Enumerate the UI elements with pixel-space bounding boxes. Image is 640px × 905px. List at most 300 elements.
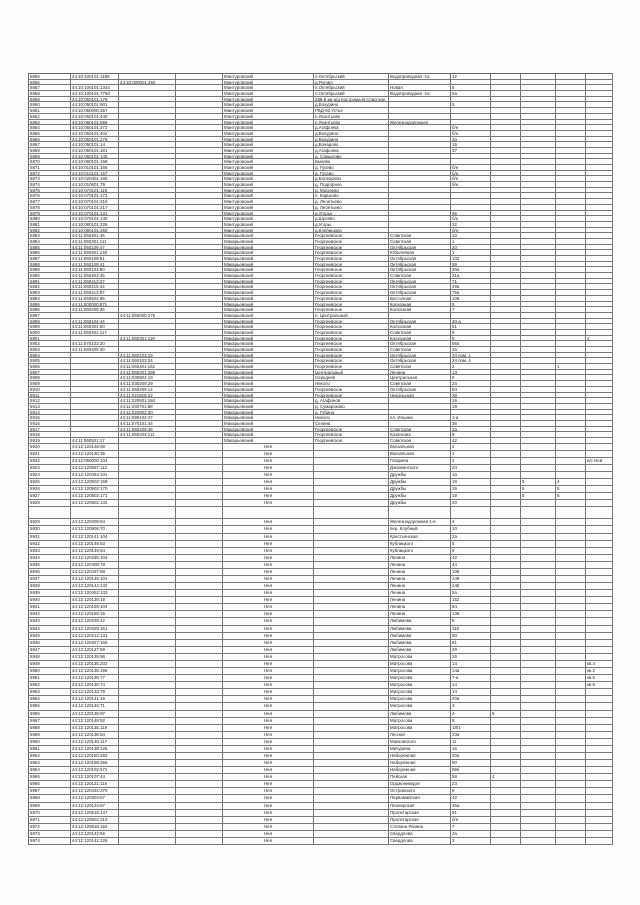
cell-cadastral-number-2 bbox=[119, 647, 176, 654]
cell-cadastral-number: 44:12:050000:104 bbox=[71, 458, 119, 465]
cell-row-number: 5863 bbox=[29, 120, 71, 125]
cell-house: 75а bbox=[451, 290, 491, 295]
cell-district: Нея bbox=[223, 640, 314, 647]
cell-street bbox=[389, 211, 451, 216]
cell-empty bbox=[176, 696, 223, 703]
cell-extra-3 bbox=[556, 108, 586, 113]
cell-extra-3 bbox=[556, 284, 586, 289]
cell-empty bbox=[176, 267, 223, 272]
table-row bbox=[29, 682, 613, 689]
cell-cadastral-number: 44:12:120557:112 bbox=[71, 465, 119, 472]
cell-extra-3 bbox=[556, 211, 586, 216]
table-row bbox=[29, 590, 613, 597]
cell-note bbox=[586, 398, 613, 403]
cell-locality: д.Рогово bbox=[314, 80, 389, 85]
cell-cadastral-number-2 bbox=[119, 262, 176, 267]
cell-row-number: 5933 bbox=[29, 548, 71, 555]
cell-extra-2 bbox=[521, 689, 556, 696]
cell-extra-1 bbox=[491, 91, 521, 96]
cell-street bbox=[389, 222, 451, 227]
cell-extra-2 bbox=[521, 824, 556, 831]
cell-extra-1 bbox=[491, 347, 521, 352]
cell-cadastral-number: 44:12:120136:97 bbox=[71, 711, 119, 718]
cell-street bbox=[389, 176, 451, 181]
cell-district: Нея bbox=[223, 788, 314, 795]
cell-extra-3 bbox=[556, 267, 586, 272]
cell-row-number: 5880 bbox=[29, 216, 71, 221]
cell-district: Макарьевский bbox=[223, 375, 314, 380]
cell-locality: Георгиевское bbox=[314, 279, 389, 284]
cell-extra-3 bbox=[556, 576, 586, 583]
cell-house: 58 bbox=[451, 774, 491, 781]
cell-row-number: 5970 bbox=[29, 810, 71, 817]
cell-locality: Георгиевское bbox=[314, 358, 389, 363]
cell-district: Макарьевский bbox=[223, 341, 314, 346]
cell-house: 19 bbox=[451, 479, 491, 486]
cell-cadastral-number: 44:12:120464:131 bbox=[71, 472, 119, 479]
cell-house: 34 пом. 4 bbox=[451, 358, 491, 363]
cell-district: Нея bbox=[223, 781, 314, 788]
cell-row-number: 5879 bbox=[29, 211, 71, 216]
cell-locality bbox=[314, 534, 389, 541]
cell-extra-2 bbox=[521, 654, 556, 661]
cell-note bbox=[586, 80, 613, 85]
cell-cadastral-number: 44:12:120146:101 bbox=[71, 576, 119, 583]
cell-note bbox=[586, 131, 613, 136]
cell-extra-2 bbox=[521, 330, 556, 335]
cell-extra-1 bbox=[491, 205, 521, 210]
cell-note bbox=[586, 262, 613, 267]
table-row bbox=[29, 604, 613, 611]
cell-house bbox=[451, 205, 491, 210]
cell-cadastral-number-2 bbox=[119, 245, 176, 250]
cell-row-number: 5927 bbox=[29, 493, 71, 500]
cell-locality bbox=[314, 576, 389, 583]
cell-extra-2 bbox=[521, 817, 556, 824]
cell-cadastral-number-2: 44:10:000001:250 bbox=[119, 80, 176, 85]
cell-street: Матросова bbox=[389, 696, 451, 703]
cell-empty bbox=[176, 222, 223, 227]
cell-district: Нея bbox=[223, 576, 314, 583]
cell-extra-1 bbox=[491, 120, 521, 125]
cell-note bbox=[586, 611, 613, 618]
cell-extra-2 bbox=[521, 358, 556, 363]
cell-empty bbox=[176, 262, 223, 267]
cell-empty bbox=[176, 597, 223, 604]
cell-empty bbox=[176, 228, 223, 233]
table-row bbox=[29, 541, 613, 548]
cell-locality bbox=[314, 493, 389, 500]
cell-cadastral-number: 44:12:120502:132 bbox=[71, 500, 119, 507]
cell-locality: д. Сумароково bbox=[314, 404, 389, 409]
cell-extra-3 bbox=[556, 125, 586, 130]
cell-street: Советская bbox=[389, 330, 451, 335]
cell-locality: Георгиевское bbox=[314, 341, 389, 346]
cell-house: 1 bbox=[451, 239, 491, 244]
cell-extra-2: 5 bbox=[521, 479, 556, 486]
cell-extra-3 bbox=[556, 753, 586, 760]
cell-cadastral-number-2 bbox=[119, 176, 176, 181]
cell-district: Нея bbox=[223, 583, 314, 590]
cell-row-number: 5940 bbox=[29, 597, 71, 604]
cell-district: Нея bbox=[223, 526, 314, 533]
cell-locality: д. Агафонов bbox=[314, 398, 389, 403]
cell-street bbox=[389, 199, 451, 204]
cell-note: кв.4 bbox=[586, 661, 613, 668]
cell-district: Нея bbox=[223, 654, 314, 661]
cell-note bbox=[586, 85, 613, 90]
cell-note bbox=[586, 507, 613, 518]
cell-extra-1 bbox=[491, 696, 521, 703]
cell-empty bbox=[176, 290, 223, 295]
cell-row-number: 5875 bbox=[29, 188, 71, 193]
cell-extra-3 bbox=[556, 803, 586, 810]
cell-street bbox=[389, 165, 451, 170]
cell-note: 4 bbox=[586, 336, 613, 341]
cell-street: Набережная bbox=[389, 753, 451, 760]
cell-cadastral-number: 44:11:060401:140 bbox=[71, 250, 119, 255]
cell-note bbox=[586, 120, 613, 125]
cell-extra-2 bbox=[521, 438, 556, 443]
cell-extra-1 bbox=[491, 410, 521, 415]
cell-street bbox=[389, 188, 451, 193]
cell-extra-1 bbox=[491, 387, 521, 392]
cell-street: Кублицкого bbox=[389, 548, 451, 555]
cell-extra-3 bbox=[556, 760, 586, 767]
cell-house: 20 bbox=[451, 245, 491, 250]
cell-empty bbox=[176, 256, 223, 261]
cell-empty bbox=[176, 711, 223, 718]
cell-extra-2 bbox=[521, 387, 556, 392]
cell-cadastral-number: 44:10:070101:216 bbox=[71, 199, 119, 204]
cell-extra-3 bbox=[556, 774, 586, 781]
cell-note bbox=[586, 273, 613, 278]
cell-row-number: 5920 bbox=[29, 444, 71, 451]
cell-cadastral-number: 44:12:120142:126 bbox=[71, 838, 119, 845]
cell-extra-3 bbox=[556, 618, 586, 625]
cell-house: 46а bbox=[451, 803, 491, 810]
cell-extra-1 bbox=[491, 370, 521, 375]
cell-locality: д.Болеарово bbox=[314, 176, 389, 181]
cell-extra-1 bbox=[491, 188, 521, 193]
cell-cadastral-number bbox=[71, 336, 119, 341]
cell-empty bbox=[176, 618, 223, 625]
cell-street: Октябрьская bbox=[389, 341, 451, 346]
cell-district: Нея bbox=[223, 555, 314, 562]
cell-cadastral-number-2 bbox=[119, 205, 176, 210]
cell-cadastral-number: 44:10:100101:1344 bbox=[71, 85, 119, 90]
cell-cadastral-number-2 bbox=[119, 703, 176, 710]
cell-cadastral-number-2 bbox=[119, 590, 176, 597]
cell-house bbox=[451, 193, 491, 198]
cell-cadastral-number-2 bbox=[119, 682, 176, 689]
cell-note bbox=[586, 125, 613, 130]
cell-locality: Георгиевское bbox=[314, 290, 389, 295]
cell-house: 61 bbox=[451, 640, 491, 647]
cell-note bbox=[586, 256, 613, 261]
cell-district: Макарьевский bbox=[223, 370, 314, 375]
cell-empty bbox=[176, 131, 223, 136]
cell-house: б/н bbox=[451, 182, 491, 187]
cell-extra-3 bbox=[556, 711, 586, 718]
cell-empty bbox=[176, 739, 223, 746]
cell-extra-2 bbox=[521, 795, 556, 802]
cell-row-number: 5963 bbox=[29, 760, 71, 767]
cell-district: Макарьевский bbox=[223, 324, 314, 329]
cell-note bbox=[586, 718, 613, 725]
cell-cadastral-number-2 bbox=[119, 604, 176, 611]
cell-locality bbox=[314, 739, 389, 746]
table-row bbox=[29, 534, 613, 541]
cell-street: Железнодорожная 1-я bbox=[389, 519, 451, 526]
cell-extra-3 bbox=[556, 330, 586, 335]
cell-house: б/н bbox=[451, 125, 491, 130]
cell-extra-2 bbox=[521, 421, 556, 426]
cell-extra-3 bbox=[556, 451, 586, 458]
cell-cadastral-number bbox=[71, 387, 119, 392]
cell-extra-2 bbox=[521, 555, 556, 562]
cell-extra-1 bbox=[491, 279, 521, 284]
cell-extra-3 bbox=[556, 404, 586, 409]
cell-cadastral-number-2 bbox=[119, 640, 176, 647]
cell-note bbox=[586, 159, 613, 164]
cell-empty bbox=[176, 421, 223, 426]
cell-locality: 288-й км а/д Кострома-В.Спасское bbox=[314, 97, 389, 102]
cell-empty bbox=[176, 555, 223, 562]
cell-note bbox=[586, 590, 613, 597]
cell-district: Мантуровский bbox=[223, 165, 314, 170]
cell-street: Ленина bbox=[389, 576, 451, 583]
cell-extra-1 bbox=[491, 74, 521, 79]
cell-house: 140 bbox=[451, 583, 491, 590]
cell-empty bbox=[176, 80, 223, 85]
cell-extra-3 bbox=[556, 810, 586, 817]
cell-row-number: 5862 bbox=[29, 114, 71, 119]
cell-extra-2 bbox=[521, 788, 556, 795]
cell-cadastral-number-2: 44:11:060209:14 bbox=[119, 387, 176, 392]
cell-cadastral-number: 44:12:120149:54 bbox=[71, 548, 119, 555]
cell-extra-1 bbox=[491, 330, 521, 335]
cell-note bbox=[586, 427, 613, 432]
cell-district: Макарьевский bbox=[223, 432, 314, 437]
cell-note: а/с Ней bbox=[586, 458, 613, 465]
cell-cadastral-number-2 bbox=[119, 188, 176, 193]
cell-row-number: 5929 bbox=[29, 519, 71, 526]
cell-house: 42 bbox=[451, 555, 491, 562]
table-row bbox=[29, 583, 613, 590]
cell-extra-1 bbox=[491, 176, 521, 181]
table-row bbox=[29, 465, 613, 472]
cell-district: Нея bbox=[223, 444, 314, 451]
cell-street bbox=[389, 182, 451, 187]
cell-row-number: 5890 bbox=[29, 273, 71, 278]
cell-street: Дружбы bbox=[389, 486, 451, 493]
cell-note bbox=[586, 576, 613, 583]
cell-house: 32 bbox=[451, 222, 491, 227]
cell-extra-2 bbox=[521, 604, 556, 611]
cell-cadastral-number: 44:12:120107:44 bbox=[71, 774, 119, 781]
cell-extra-1 bbox=[491, 803, 521, 810]
cell-note: кв.5 bbox=[586, 675, 613, 682]
cell-extra-1 bbox=[491, 654, 521, 661]
cell-district: Нея bbox=[223, 711, 314, 718]
cell-cadastral-number-2 bbox=[119, 493, 176, 500]
cell-house: 14 bbox=[451, 682, 491, 689]
cell-empty bbox=[176, 137, 223, 142]
cell-row-number: 5922 bbox=[29, 458, 71, 465]
cell-house: 2а bbox=[451, 381, 491, 386]
cell-extra-2 bbox=[521, 410, 556, 415]
cell-note bbox=[586, 626, 613, 633]
cell-extra-2 bbox=[521, 668, 556, 675]
cell-extra-2 bbox=[521, 718, 556, 725]
cell-row-number: 5888 bbox=[29, 262, 71, 267]
cell-house: 3а bbox=[451, 347, 491, 352]
table-row bbox=[29, 774, 613, 781]
cell-note bbox=[586, 404, 613, 409]
cell-row-number: 5881 bbox=[29, 222, 71, 227]
cell-cadastral-number-2: 44:11:060204:111 bbox=[119, 432, 176, 437]
cell-street: Советская bbox=[389, 273, 451, 278]
cell-empty bbox=[176, 199, 223, 204]
cell-cadastral-number: 44:11:060109:41 bbox=[71, 262, 119, 267]
cell-locality: Георгиевское bbox=[314, 353, 389, 358]
cell-street: Дружбы bbox=[389, 479, 451, 486]
cell-cadastral-number: 44:11:060413:87 bbox=[71, 290, 119, 295]
cell-cadastral-number bbox=[71, 415, 119, 420]
cell-extra-1 bbox=[491, 171, 521, 176]
cell-empty bbox=[176, 102, 223, 107]
cell-extra-3 bbox=[556, 393, 586, 398]
cell-house: 109 bbox=[451, 569, 491, 576]
cell-district: Макарьевский bbox=[223, 284, 314, 289]
cell-street: Матросова bbox=[389, 661, 451, 668]
cell-locality: Быково bbox=[314, 159, 389, 164]
cell-street: Юбилейная bbox=[389, 250, 451, 255]
cell-house: 84 bbox=[451, 604, 491, 611]
cell-extra-3 bbox=[556, 647, 586, 654]
cell-extra-2 bbox=[521, 611, 556, 618]
cell-cadastral-number-2 bbox=[119, 753, 176, 760]
cell-cadastral-number: 44:10:050101:901 bbox=[71, 102, 119, 107]
cell-note bbox=[586, 451, 613, 458]
cell-row-number: 5958 bbox=[29, 725, 71, 732]
cell-empty bbox=[176, 576, 223, 583]
cell-house: 50 bbox=[451, 760, 491, 767]
cell-house: 5 bbox=[451, 718, 491, 725]
cell-note bbox=[586, 233, 613, 238]
cell-empty bbox=[176, 216, 223, 221]
cell-note bbox=[586, 182, 613, 187]
cell-empty bbox=[176, 324, 223, 329]
cell-cadastral-number: 44:12:120121:116 bbox=[71, 781, 119, 788]
cell-locality bbox=[314, 696, 389, 703]
cell-extra-3 bbox=[556, 746, 586, 753]
cell-cadastral-number-2 bbox=[119, 479, 176, 486]
cell-district: Нея bbox=[223, 590, 314, 597]
cell-district: Макарьевский bbox=[223, 267, 314, 272]
cell-cadastral-number-2 bbox=[119, 555, 176, 562]
cell-row-number: 5919 bbox=[29, 438, 71, 443]
cell-extra-3 bbox=[556, 739, 586, 746]
cell-cadastral-number-2 bbox=[119, 347, 176, 352]
cell-cadastral-number-2 bbox=[119, 120, 176, 125]
cell-extra-2 bbox=[521, 199, 556, 204]
cell-street: Любимова bbox=[389, 626, 451, 633]
cell-extra-2 bbox=[521, 725, 556, 732]
cell-extra-1 bbox=[491, 324, 521, 329]
cell-cadastral-number-2 bbox=[119, 689, 176, 696]
cell-street: Октябрьская bbox=[389, 387, 451, 392]
cell-extra-2 bbox=[521, 324, 556, 329]
cell-extra-2 bbox=[521, 767, 556, 774]
cell-row-number: 5971 bbox=[29, 817, 71, 824]
cell-locality bbox=[314, 444, 389, 451]
cell-street: пл. Ильина bbox=[389, 415, 451, 420]
cell-district: Нея bbox=[223, 689, 314, 696]
cell-extra-3 bbox=[556, 239, 586, 244]
cell-district: Макарьевский bbox=[223, 239, 314, 244]
cell-note bbox=[586, 199, 613, 204]
cell-street: Ленина bbox=[389, 562, 451, 569]
cell-street: Пионерская bbox=[389, 803, 451, 810]
cell-house: 118 bbox=[451, 626, 491, 633]
cell-street: Октябрьская bbox=[389, 245, 451, 250]
cell-locality bbox=[314, 611, 389, 618]
cell-extra-3 bbox=[556, 228, 586, 233]
cell-extra-3 bbox=[556, 148, 586, 153]
cell-cadastral-number: 44:10:060101:145 bbox=[71, 154, 119, 159]
cell-street: Водопроводная -1а bbox=[389, 74, 451, 79]
cell-house: 11 bbox=[451, 739, 491, 746]
cell-row-number: 5878 bbox=[29, 205, 71, 210]
cell-street: Советская bbox=[389, 239, 451, 244]
cell-street: Гагарина bbox=[389, 458, 451, 465]
cell-empty bbox=[176, 154, 223, 159]
cell-district: Мантуровский bbox=[223, 154, 314, 159]
cell-house: 1 bbox=[451, 250, 491, 255]
cell-extra-3 bbox=[556, 696, 586, 703]
cell-extra-2 bbox=[521, 171, 556, 176]
cell-extra-3 bbox=[556, 290, 586, 295]
cell-cadastral-number-2 bbox=[119, 324, 176, 329]
cell-cadastral-number-2 bbox=[119, 569, 176, 576]
cell-cadastral-number: 44:12:120149:53 bbox=[71, 541, 119, 548]
cell-street: Ленина bbox=[389, 611, 451, 618]
cell-empty bbox=[176, 245, 223, 250]
cell-extra-2 bbox=[521, 302, 556, 307]
cell-locality: Георгиевское bbox=[314, 267, 389, 272]
cell-district: Макарьевский bbox=[223, 415, 314, 420]
cell-empty bbox=[176, 817, 223, 824]
cell-empty bbox=[176, 803, 223, 810]
cell-cadastral-number-2 bbox=[119, 290, 176, 295]
cell-house: 86б bbox=[451, 767, 491, 774]
cell-street bbox=[389, 102, 451, 107]
cell-extra-1 bbox=[491, 626, 521, 633]
cell-cadastral-number: 44:12:120329:161 bbox=[71, 626, 119, 633]
cell-row-number: 5928 bbox=[29, 500, 71, 507]
cell-locality: п.Октябрьский bbox=[314, 85, 389, 90]
cell-district: Макарьевский bbox=[223, 296, 314, 301]
cell-cadastral-number: 44:10:010601:79 bbox=[71, 182, 119, 187]
cell-house: 18/1 bbox=[451, 725, 491, 732]
cell-extra-2 bbox=[521, 458, 556, 465]
cell-house: 3 bbox=[451, 703, 491, 710]
cell-row-number: 5895 bbox=[29, 302, 71, 307]
cell-house: б/н bbox=[451, 131, 491, 136]
cell-locality: Георгиевское bbox=[314, 302, 389, 307]
